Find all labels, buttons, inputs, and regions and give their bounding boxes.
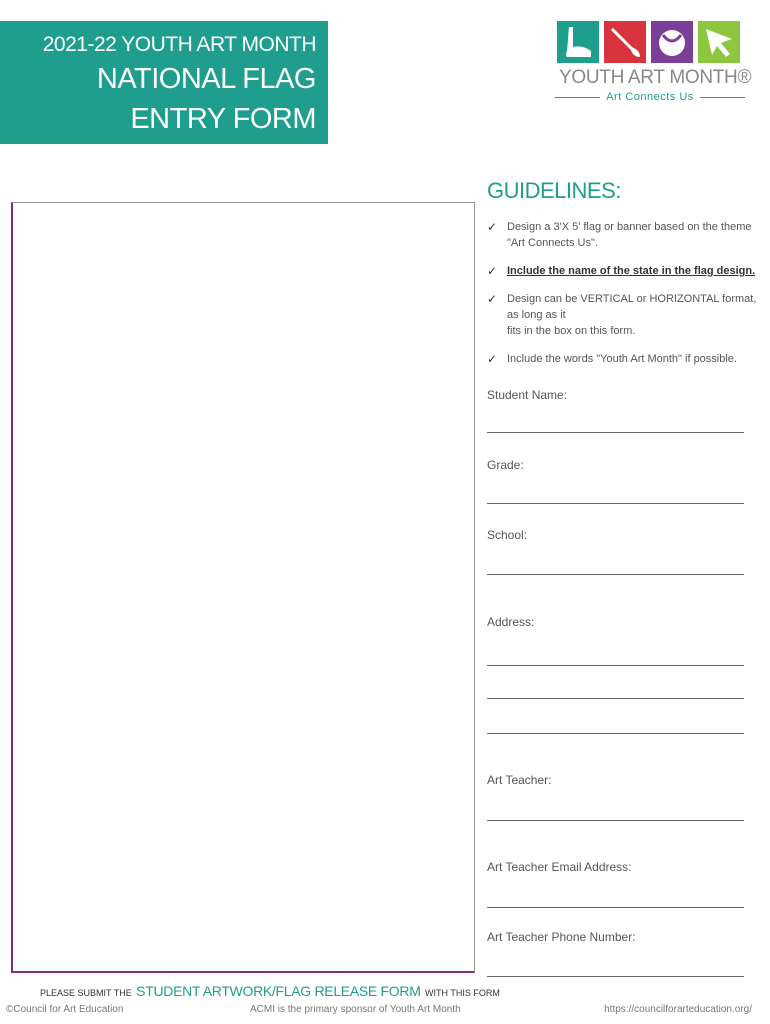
header-banner [0,21,328,144]
foot-icon [557,21,599,63]
footer-copyright: ©Council for Art Education [6,1004,124,1015]
guideline-item [487,291,757,339]
guidelines-title: GUIDELINES: [487,178,621,203]
art-teacher-label: Art Teacher: [487,773,552,787]
student-name-field[interactable] [487,432,744,433]
check-icon: ✓ [487,264,498,278]
check-icon: ✓ [487,352,498,366]
circle-icon [651,21,693,63]
cursor-icon [698,21,740,63]
logo-rule-left [555,97,600,98]
student-name-label: Student Name: [487,388,568,402]
guideline-text: Design can be VERTICAL or HORIZONTAL format, as long as it [507,293,757,321]
paintbrush-icon [604,21,646,63]
submit-instruction [40,983,500,1001]
guideline-item [487,263,757,279]
footer-url[interactable]: https://councilforarteducation.org/ [604,1004,752,1015]
header-year-title: 2021-22 YOUTH ART MONTH [42,33,316,56]
logo-tiles [557,21,740,63]
address-field-line-1[interactable] [487,665,744,666]
art-teacher-field[interactable] [487,820,744,821]
header-form-title-2: ENTRY FORM [130,103,316,135]
check-icon: ✓ [487,292,498,306]
submit-suffix: WITH THIS FORM [425,988,500,998]
logo-rule-right [700,97,745,98]
logo-subtitle: Art Connects Us [606,91,694,103]
guideline-text-cont: "Art Connects Us". [507,237,598,249]
logo-subtitle-row [555,91,745,103]
youth-art-month-logo [555,21,752,107]
guideline-item [487,351,757,367]
teacher-email-field[interactable] [487,907,744,908]
teacher-phone-label: Art Teacher Phone Number: [487,930,636,944]
grade-label: Grade: [487,458,524,472]
guideline-text: Design a 3'X 5' flag or banner based on the theme [507,221,752,233]
address-label: Address: [487,615,535,629]
logo-title: YOUTH ART MONTH® [559,67,752,88]
header-form-title-1: NATIONAL FLAG [96,63,316,95]
address-field-line-2[interactable] [487,698,744,699]
teacher-phone-field[interactable] [487,976,744,977]
guideline-item [487,219,757,251]
grade-field[interactable] [487,503,744,504]
submit-prefix: PLEASE SUBMIT THE [40,988,132,998]
guidelines-list [487,219,757,379]
school-field[interactable] [487,574,744,575]
artwork-drawing-area[interactable] [11,202,475,973]
teacher-email-label: Art Teacher Email Address: [487,860,632,874]
guideline-text: Include the name of the state in the flag design. [507,265,756,277]
address-field-line-3[interactable] [487,733,744,734]
release-form-link[interactable]: STUDENT ARTWORK/FLAG RELEASE FORM [136,983,421,999]
footer-sponsor: ACMI is the primary sponsor of Youth Art Month [250,1004,461,1015]
school-label: School: [487,528,528,542]
guideline-text-cont: fits in the box on this form. [507,325,636,337]
check-icon: ✓ [487,220,498,234]
guideline-text: Include the words "Youth Art Month" if possible. [507,353,737,365]
